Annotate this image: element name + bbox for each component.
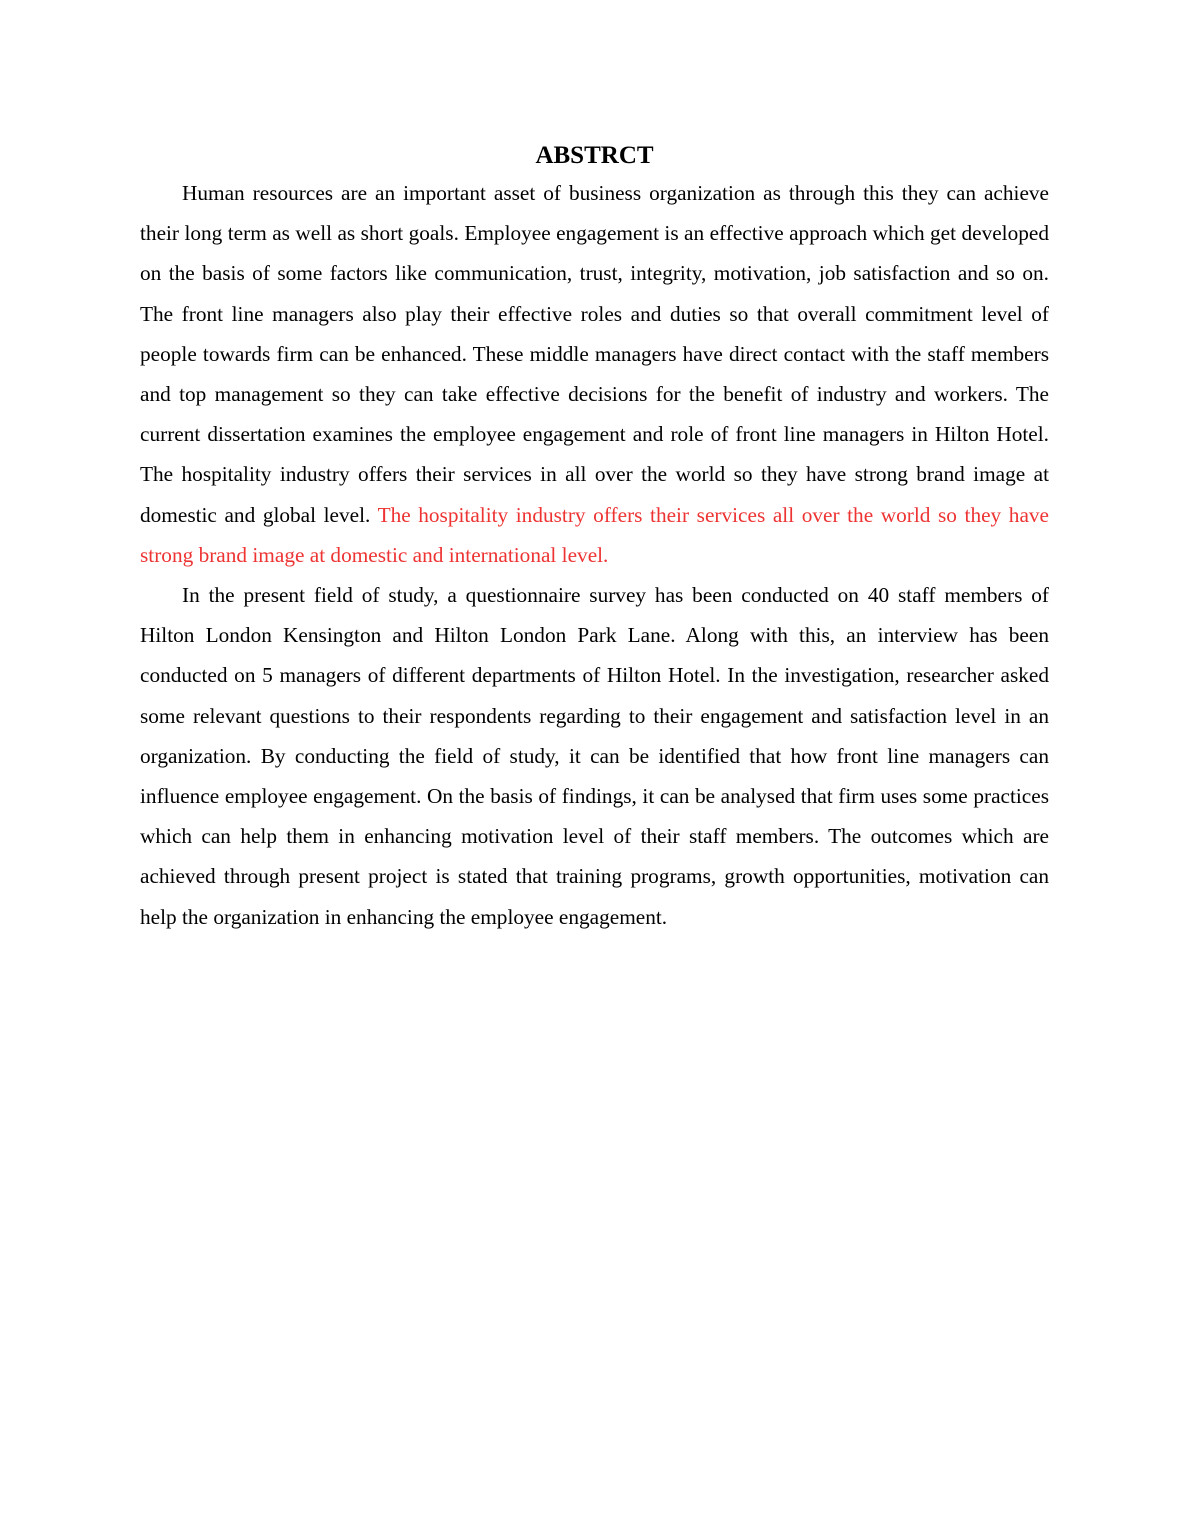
abstract-paragraph-1 bbox=[140, 173, 1049, 575]
document-body bbox=[140, 139, 1049, 937]
paragraph-2-text: In the present field of study, a questionnaire survey has been conducted on 40 staff members of Hilton London Kensington and Hilton London Park Lane. Along with this, an interview has been conducted on 5 managers of different departments of Hilton Hotel. In the investigation, researcher asked some relevant questions to their respondents regarding to their engagement and satisfaction level in an organization. By conducting the field of study, it can be identified that how front line managers can influence employee engagement. On the basis of findings, it can be analysed that firm uses some practices which can help them in enhancing motivation level of their staff members. The outcomes which are achieved through present project is stated that training programs, growth opportunities, motivation can help the organization in enhancing the employee engagement. bbox=[140, 583, 1049, 929]
abstract-paragraph-2 bbox=[140, 575, 1049, 937]
paragraph-1-text: Human resources are an important asset of business organization as through this they can achieve their long term as well as short goals. Employee engagement is an effective approach which get developed on the basis of some factors like communication, trust, integrity, motivation, job satisfaction and so on. The front line managers also play their effective roles and duties so that overall commitment level of people towards firm can be enhanced. These middle managers have direct contact with the staff members and top management so they can take effective decisions for the benefit of industry and workers. The current dissertation examines the employee engagement and role of front line managers in Hilton Hotel. The hospitality industry offers their services in all over the world so they have strong brand image at domestic and global level. bbox=[140, 181, 1049, 527]
abstract-title: ABSTRCT bbox=[535, 142, 654, 169]
paragraph-1-highlighted-text: The hospitality industry offers their services all over the world so they have strong brand image at domestic and international level. bbox=[140, 502, 1050, 567]
